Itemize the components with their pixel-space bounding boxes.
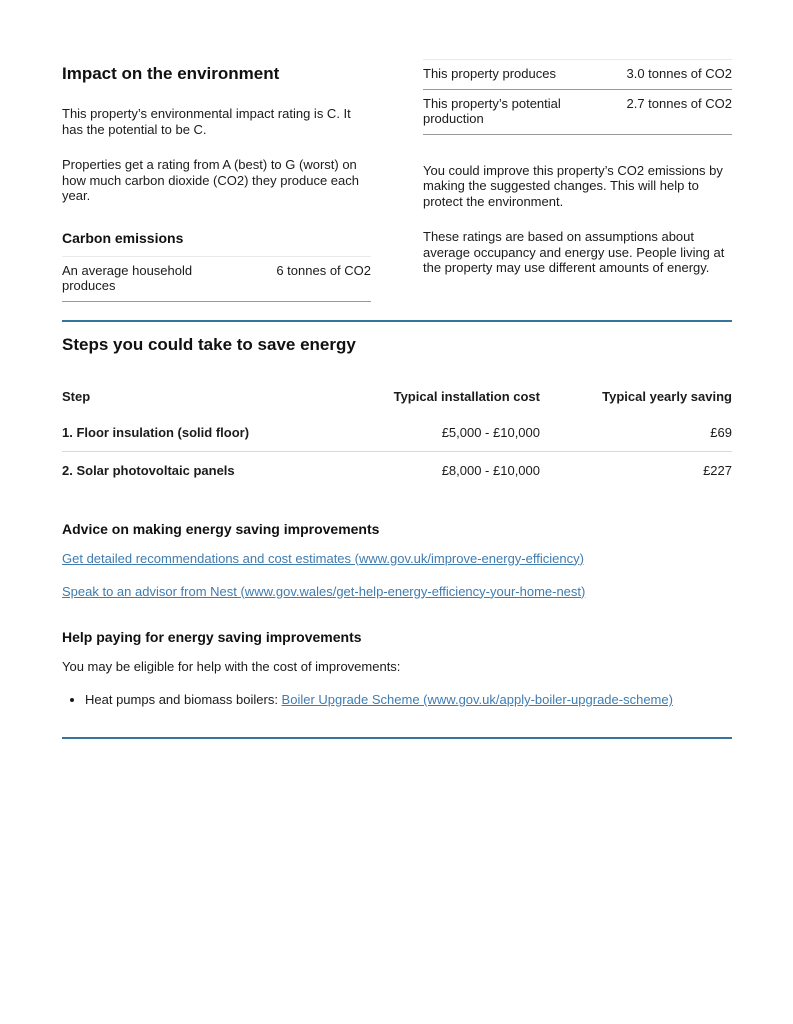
impact-paragraph-1: This property’s environmental impact rating is C. It has the potential to be C.: [62, 106, 351, 137]
table-row: [62, 414, 732, 451]
impact-section-title: Impact on the environment: [62, 64, 280, 83]
row-value: 6 tonnes of CO2: [276, 262, 371, 278]
property-co2-table: [423, 59, 732, 135]
environment-section: [62, 56, 732, 302]
step-cost: £5,000 - £10,000: [441, 424, 540, 440]
step-cost: £8,000 - £10,000: [441, 462, 540, 478]
boiler-upgrade-scheme-link[interactable]: Boiler Upgrade Scheme (www.gov.uk/apply-boiler-upgrade-scheme): [281, 692, 673, 707]
section-divider-rule: [62, 320, 732, 322]
environment-left-column: [62, 56, 371, 302]
impact-paragraph-2: Properties get a rating from A (best) to G (worst) on how much carbon dioxide (CO2) they produce each year.: [62, 157, 359, 203]
step-name: 1. Floor insulation (solid floor): [62, 424, 250, 440]
list-item: [85, 692, 732, 707]
improve-co2-paragraph: You could improve this property’s CO2 emissions by making the suggested changes. This will help to protect the environment.: [423, 162, 723, 209]
steps-section-title: Steps you could take to save energy: [62, 334, 356, 354]
table-row: [62, 256, 371, 302]
help-section-title: Help paying for energy saving improvements: [62, 628, 362, 645]
table-row: [423, 90, 732, 135]
help-intro-text: You may be eligible for help with the cost of improvements:: [62, 658, 401, 674]
nest-advisor-link[interactable]: Speak to an advisor from Nest (www.gov.wales/get-help-energy-efficiency-your-home-nest): [62, 583, 586, 599]
environment-right-column: [423, 56, 732, 302]
column-header-cost: Typical installation cost: [393, 388, 540, 404]
row-label: An average household produces: [62, 262, 193, 293]
advice-section-title: Advice on making energy saving improvements: [62, 520, 380, 537]
bottom-divider-rule: [62, 737, 732, 739]
step-saving: £69: [710, 424, 732, 440]
table-row: [62, 451, 732, 489]
carbon-emissions-table: [62, 256, 371, 302]
row-value: 2.7 tonnes of CO2: [626, 95, 732, 111]
table-row: [423, 59, 732, 90]
advice-link-line: [62, 584, 732, 599]
help-options-list: [62, 692, 732, 707]
step-name: 2. Solar photovoltaic panels: [62, 462, 235, 478]
steps-table-header-row: [62, 383, 732, 414]
row-label: This property produces: [423, 66, 556, 81]
row-label: This property’s potential production: [423, 95, 561, 126]
column-header-saving: Typical yearly saving: [602, 388, 732, 404]
advice-link-line: [62, 551, 732, 566]
steps-table: [62, 383, 732, 489]
bullet-text: Heat pumps and biomass boilers:: [85, 692, 282, 707]
recommendations-link[interactable]: Get detailed recommendations and cost estimates (www.gov.uk/improve-energy-efficiency): [62, 550, 584, 566]
carbon-emissions-title: Carbon emissions: [62, 229, 184, 246]
column-header-step: Step: [62, 388, 91, 404]
ratings-assumptions-paragraph: These ratings are based on assumptions about average occupancy and energy use. People living at the property may use different amounts of energy.: [423, 229, 725, 275]
row-value: 3.0 tonnes of CO2: [626, 66, 732, 81]
step-saving: £227: [703, 462, 732, 478]
